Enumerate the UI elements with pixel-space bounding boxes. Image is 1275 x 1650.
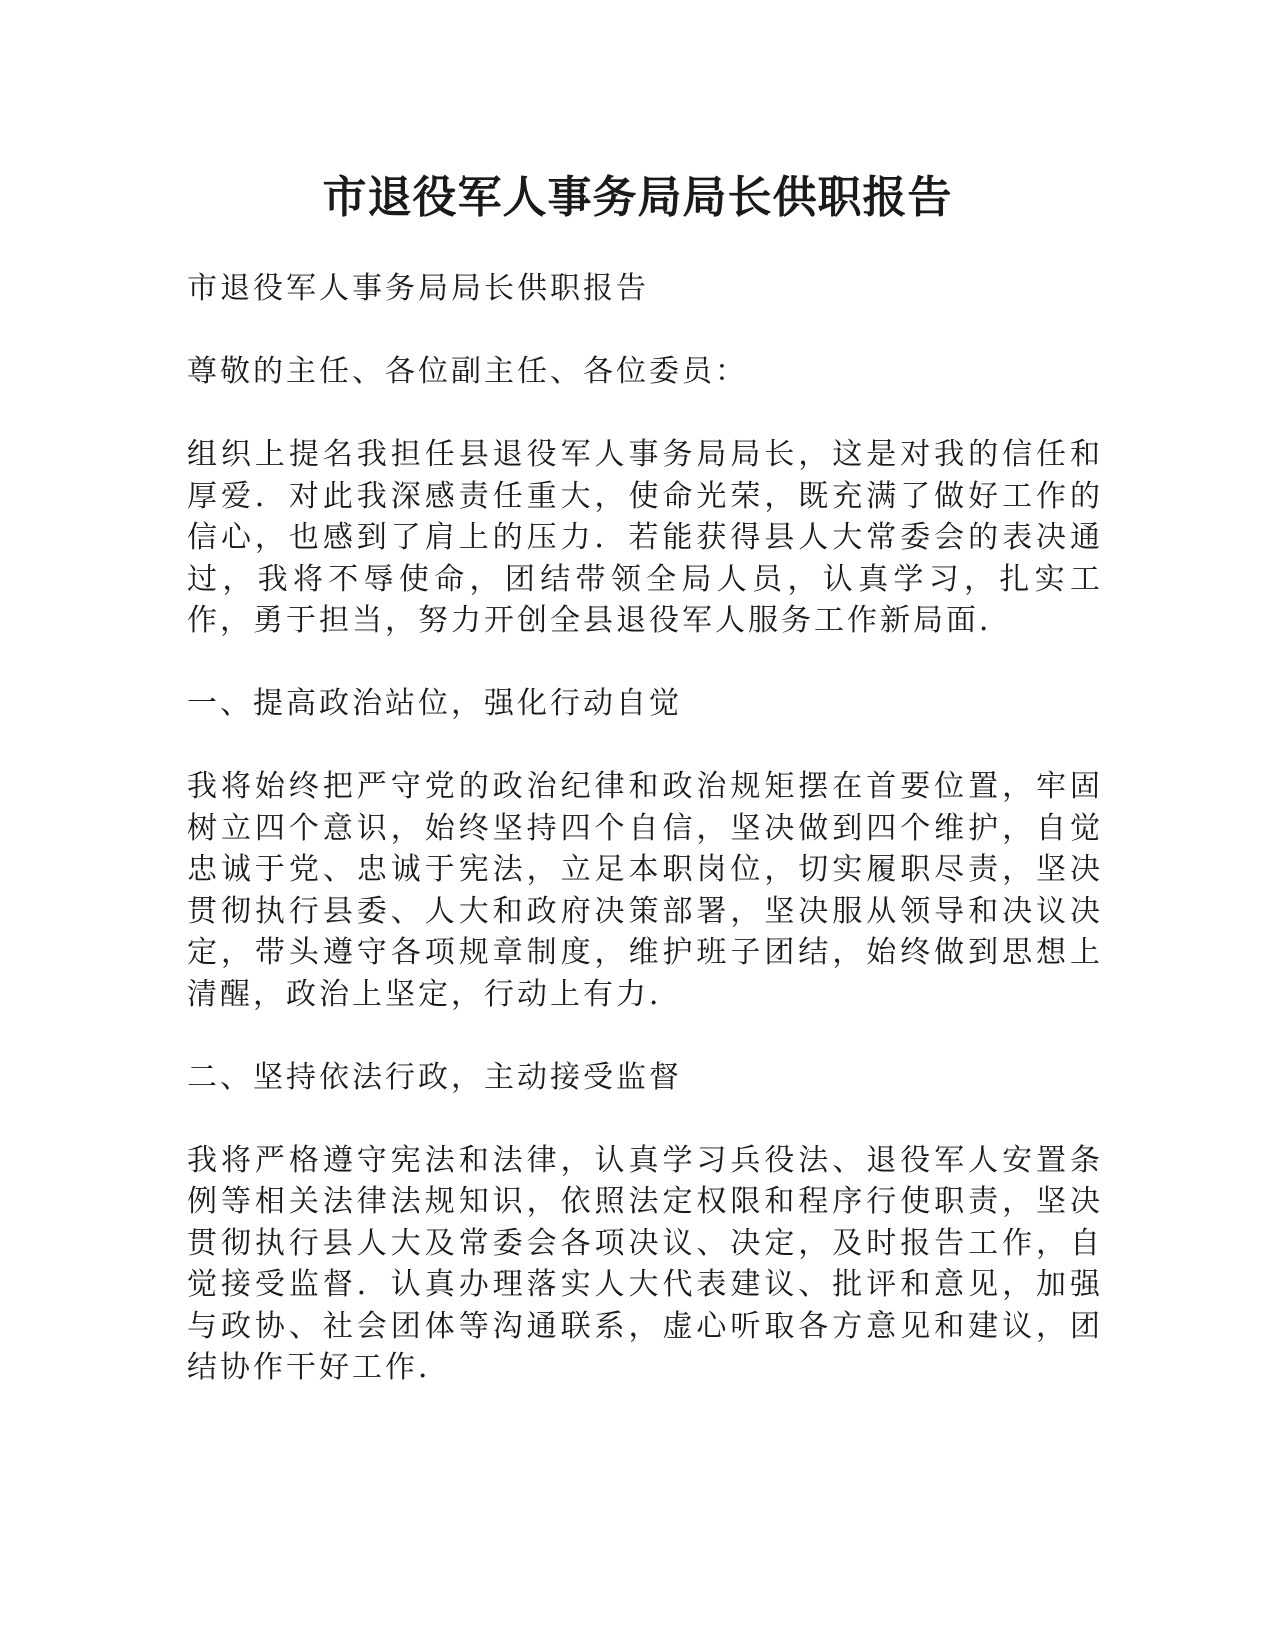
paragraph-salutation: 尊敬的主任、各位副主任、各位委员： [187, 354, 748, 389]
paragraph-intro: 组织上提名我担任县退役军人事务局局长，这是对我的信任和厚爱．对此我深感责任重大，使命光荣，既充满了做好工作的信心，也感到了肩上的压力．若能获得县人大常委会的表决通过，我将不辱使命，团结带领全局人员，认真学习，扎实工作，勇于担当，努力开创全县退役军人服务工作新局面． [187, 437, 1103, 638]
section-heading-2: 二、坚持依法行政，主动接受监督 [187, 1059, 682, 1095]
paragraph-section-2: 我将严格遵守宪法和法律，认真学习兵役法、退役军人安置条例等相关法律法规知识，依照法定权限和程序行使职责，坚决贯彻执行县人大及常委会各项决议、决定，及时报告工作，自觉接受监督．认真办理落实人大代表建议、批评和意见，加强与政协、社会团体等沟通联系，虚心听取各方意见和建议，团结协作干好工作． [187, 1142, 1103, 1385]
section-heading-1: 一、提高政治站位，强化行动自觉 [187, 686, 682, 721]
document-title: 市退役军人事务局局长供职报告 [322, 172, 953, 223]
paragraph-subtitle: 市退役军人事务局局长供职报告 [187, 271, 649, 306]
paragraph-section-1: 我将始终把严守党的政治纪律和政治规矩摆在首要位置，牢固树立四个意识，始终坚持四个自信，坚决做到四个维护，自觉忠诚于党、忠诚于宪法，立足本职岗位，切实履职尽责，坚决贯彻执行县委、人大和政府决策部署，坚决服从领导和决议决定，带头遵守各项规章制度，维护班子团结，始终做到思想上清醒，政治上坚定，行动上有力． [187, 769, 1103, 1012]
document-body [187, 268, 1103, 1430]
